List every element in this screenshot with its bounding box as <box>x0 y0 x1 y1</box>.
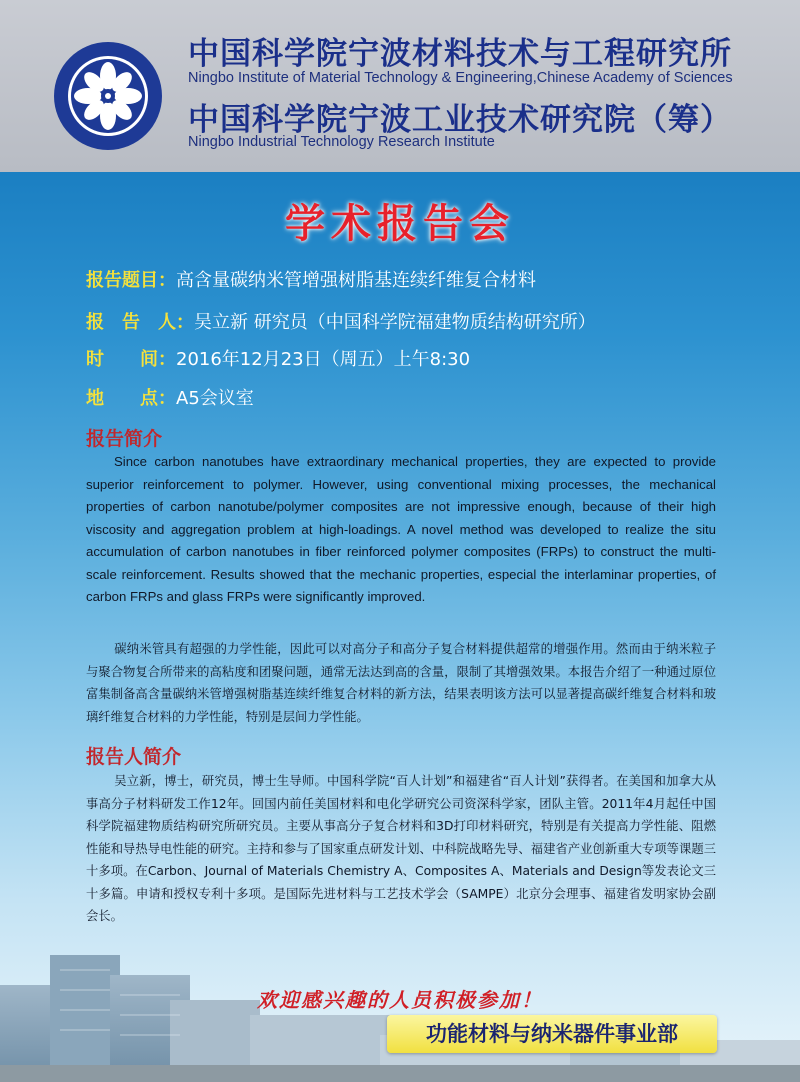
speaker-label: 报 告 人： <box>86 312 194 333</box>
cas-logo-icon <box>52 40 164 152</box>
time-label: 时 间： <box>86 349 176 370</box>
abstract-cn-text: 碳纳米管具有超强的力学性能，因此可以对高分子和高分子复合材料提供超常的增强作用。然而由于纳米粒子与聚合物复合所带来的高粘度和团聚问题，通常无法达到高的含量，限制了其增强效果。本报告介绍了一种通过原位富集制备高含量碳纳米管增强树脂基连续纤维复合材料的新方法，结果表明该方法可以显著提高碳纤维复合材料和玻璃纤维复合材料的力学性能，特别是层间力学性能。 <box>86 642 716 724</box>
org-name-en-1: Ningbo Institute of Material Technology & Engineering,Chinese Academy of Sciences <box>188 70 733 86</box>
info-speaker <box>86 308 596 334</box>
org-name-en-2: Ningbo Industrial Technology Research Institute <box>188 134 495 150</box>
abstract-en-text: Since carbon nanotubes have extraordinary mechanical properties, they are expected to provide superior reinforcement to polymer. However, using conventional mixing processes, the mechanical properties of carbon nanotube/polymer composites are not impressive enough, because of their high viscosity and aggregation problem at high-loadings. A novel method was developed to realize the situ accumulation of carbon nanotubes in fiber reinforced polymer composites (FRPs) to construct the multi-scale reinforcement. Results showed that the mechanic properties, especial the interlaminar properties, of carbon FRPs and glass FRPs were significantly improved. <box>86 454 716 604</box>
header-band <box>0 0 800 172</box>
department-badge: 功能材料与纳米器件事业部 <box>387 1015 717 1053</box>
bio-heading: 报告人简介 <box>86 746 182 768</box>
abstract-en <box>86 451 716 609</box>
welcome-message: 欢迎感兴趣的人员积极参加！ <box>257 988 543 1012</box>
topic-label: 报告题目： <box>86 270 176 291</box>
info-topic <box>86 266 536 292</box>
time-value: 2016年12月23日（周五）上午8:30 <box>176 349 471 370</box>
bio-text <box>86 770 716 928</box>
org-name-cn-1: 中国科学院宁波材料技术与工程研究所 <box>188 36 732 72</box>
org-name-cn-2: 中国科学院宁波工业技术研究院（筹） <box>188 102 732 138</box>
topic-value: 高含量碳纳米管增强树脂基连续纤维复合材料 <box>176 270 536 291</box>
place-value: A5会议室 <box>176 388 254 409</box>
poster-title: 学术报告会 <box>285 200 515 247</box>
speaker-value: 吴立新 研究员（中国科学院福建物质结构研究所） <box>194 312 596 333</box>
city-skyline-image <box>0 945 800 1082</box>
place-label: 地 点： <box>86 388 176 409</box>
bio-text-content: 吴立新，博士，研究员，博士生导师。中国科学院“百人计划”和福建省“百人计划”获得者。在美国和加拿大从事高分子材料研发工作12年。回国内前任美国材料和电化学研究公司资深科学家，团队主管。2011年4月起任中国科学院福建物质结构研究所研究员。主要从事高分子复合材料和3D打印材料研究，特别是有关提高力学性能、阻燃性能和导热导电性能的研究。主持和参与了国家重点研发计划、中科院战略先导、福建省产业创新重大专项等课题三十多项。在Carbon、Journal of Materials Chemistry A、Composites A、Materials and Design等发表论文三十多篇。申请和授权专利十多项。是国际先进材料与工艺技术学会（SAMPE）北京分会理事、福建省发明家协会副会长。 <box>86 774 716 923</box>
info-time <box>86 345 470 371</box>
abstract-cn <box>86 638 716 728</box>
info-place <box>86 384 254 410</box>
abstract-heading: 报告简介 <box>86 428 163 450</box>
